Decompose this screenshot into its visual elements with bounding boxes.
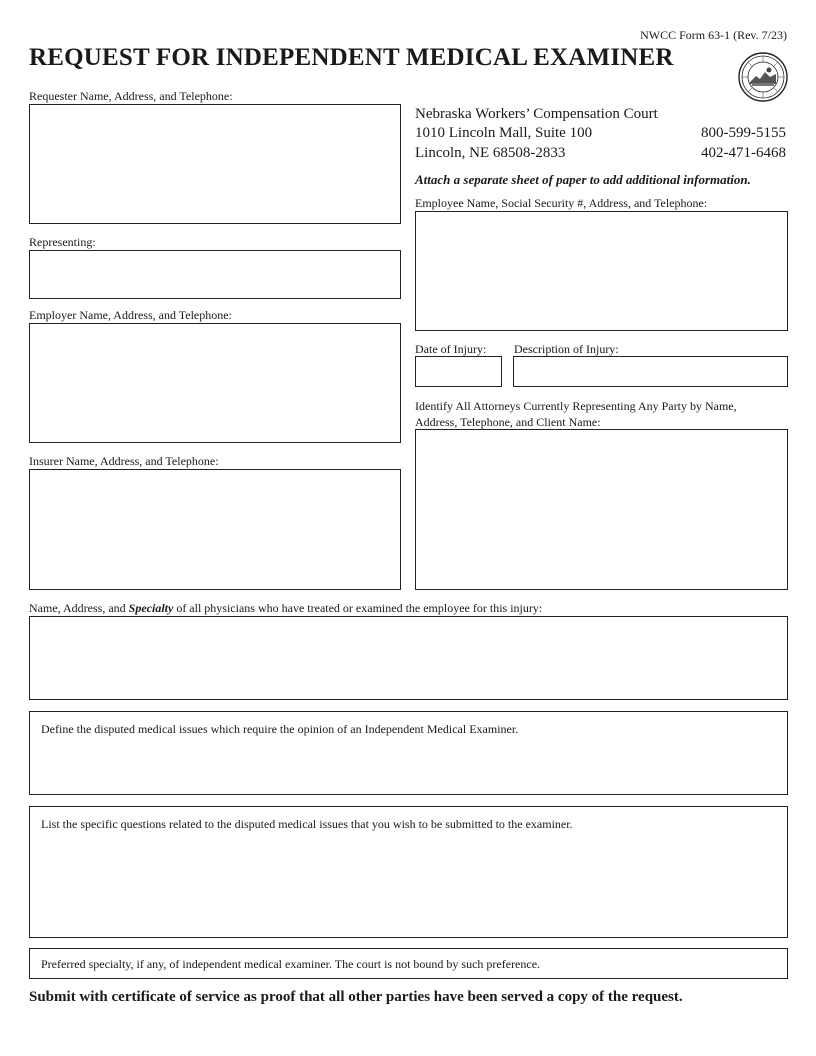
physicians-label-suffix: of all physicians who have treated or examined the employee for this injury: <box>173 601 543 615</box>
preferred-specialty-prompt: Preferred specialty, if any, of independent medical examiner. The court is not bound by such preference. <box>41 957 541 971</box>
representing-label: Representing: <box>29 235 96 249</box>
employer-label: Employer Name, Address, and Telephone: <box>29 308 232 322</box>
attorneys-field[interactable] <box>415 429 788 590</box>
court-phone-2: 402-471-6468 <box>701 145 786 161</box>
disputed-issues-field[interactable] <box>29 711 788 795</box>
court-address-line2: Lincoln, NE 68508-2833 <box>415 145 566 161</box>
insurer-label: Insurer Name, Address, and Telephone: <box>29 454 219 468</box>
requester-field[interactable] <box>29 104 401 224</box>
state-seal-icon <box>738 52 788 102</box>
description-of-injury-label: Description of Injury: <box>514 342 619 356</box>
employer-field[interactable] <box>29 323 401 443</box>
description-of-injury-field[interactable] <box>513 356 788 387</box>
representing-field[interactable] <box>29 250 401 299</box>
page-title: REQUEST FOR INDEPENDENT MEDICAL EXAMINER <box>29 44 674 71</box>
preferred-specialty-field[interactable] <box>29 948 788 979</box>
physicians-label-emphasis: Specialty <box>128 601 174 615</box>
court-name: Nebraska Workers’ Compensation Court <box>415 106 658 122</box>
physicians-label-prefix: Name, Address, and <box>29 601 129 615</box>
employee-label: Employee Name, Social Security #, Address, and Telephone: <box>415 196 708 210</box>
attorneys-label: Identify All Attorneys Currently Representing Any Party by Name, Address, Telephone, and Client Name: <box>415 399 737 429</box>
specific-questions-field[interactable] <box>29 806 788 938</box>
date-of-injury-label: Date of Injury: <box>415 342 487 356</box>
physicians-label <box>29 601 542 615</box>
court-phone-1: 800-599-5155 <box>701 125 786 141</box>
disputed-issues-prompt: Define the disputed medical issues which require the opinion of an Independent Medical Examiner. <box>41 722 519 736</box>
employee-field[interactable] <box>415 211 788 331</box>
requester-label: Requester Name, Address, and Telephone: <box>29 89 233 103</box>
date-of-injury-field[interactable] <box>415 356 502 387</box>
court-address-line1: 1010 Lincoln Mall, Suite 100 <box>415 125 593 141</box>
insurer-field[interactable] <box>29 469 401 590</box>
submission-instruction: Submit with certificate of service as proof that all other parties have been served a copy of the request. <box>29 989 683 1005</box>
form-number: NWCC Form 63-1 (Rev. 7/23) <box>640 28 787 42</box>
specific-questions-prompt: List the specific questions related to the disputed medical issues that you wish to be submitted to the examiner. <box>41 817 573 831</box>
attach-note: Attach a separate sheet of paper to add additional information. <box>415 172 751 187</box>
physicians-field[interactable] <box>29 616 788 700</box>
